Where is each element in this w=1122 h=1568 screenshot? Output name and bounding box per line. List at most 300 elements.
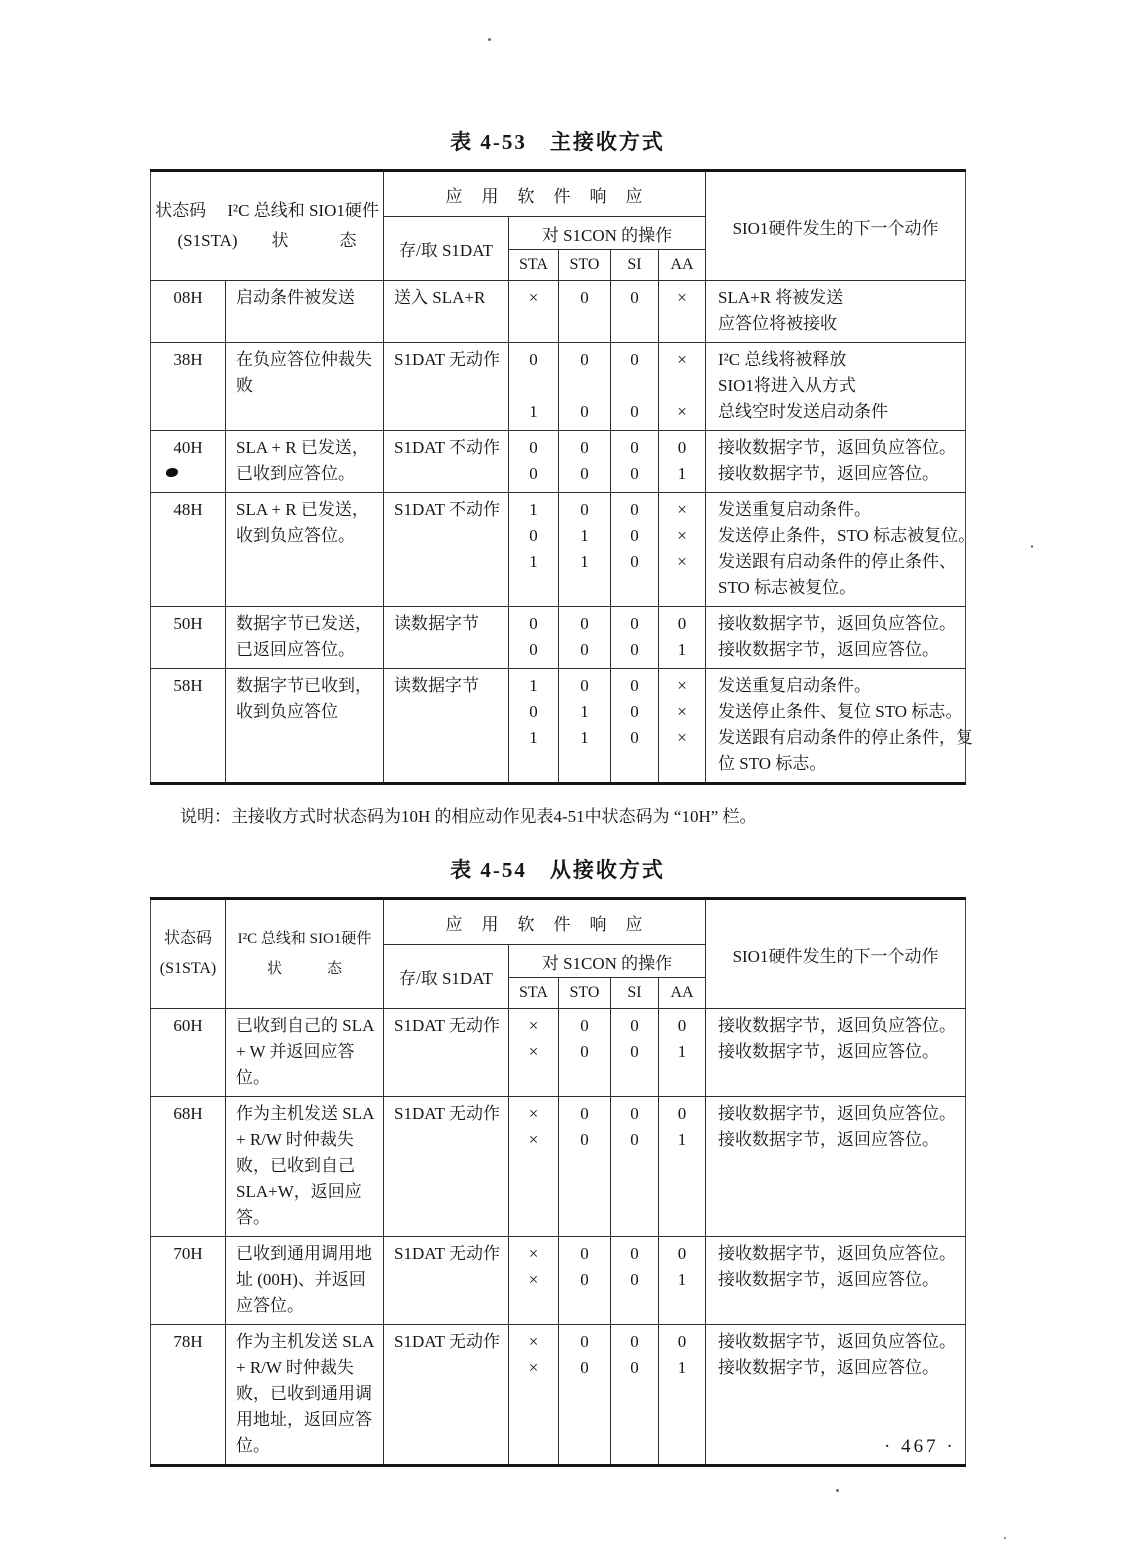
cell-line: [718, 1065, 965, 1091]
header-line: 状态码 I²C 总线和 SIO1硬件: [155, 201, 379, 220]
cell-line: S1DAT 无动作: [394, 1332, 500, 1351]
aa-cell: [659, 1097, 706, 1237]
cell-line: 0: [630, 1332, 639, 1351]
cell-line: 0: [630, 350, 639, 369]
cell-line: [394, 1381, 508, 1407]
cell-line: 0: [630, 1358, 639, 1377]
si-cell: [611, 493, 659, 607]
s1con-ops-header: 对 S1CON 的操作: [509, 945, 706, 978]
table-4-53-body: [151, 281, 976, 784]
cell-line: 接收数据字节，返回应答位。: [718, 1270, 940, 1289]
cell-line: + R/W 时仲裁失: [236, 1130, 354, 1149]
cell-line: 0: [529, 640, 538, 659]
aa-cell: [659, 281, 706, 343]
cell-line: 1: [677, 1270, 687, 1289]
cell-line: 48H: [173, 500, 203, 519]
cell-line: 读数据字节: [394, 676, 479, 695]
cell-line: [509, 1205, 558, 1231]
status-code-cell: [151, 1325, 226, 1466]
cell-line: 送入 SLA+R: [394, 288, 486, 307]
aa-cell: [659, 1325, 706, 1466]
cell-line: [151, 1381, 225, 1407]
sto-cell: [559, 493, 611, 607]
cell-line: ×: [677, 676, 687, 695]
sta-cell: [509, 1325, 559, 1466]
scan-speck: [1031, 545, 1033, 548]
cell-line: 已收到应答位。: [236, 464, 355, 483]
cell-line: [509, 1433, 558, 1459]
sto-cell: [559, 281, 611, 343]
cell-line: 已收到通用调用地: [236, 1244, 372, 1263]
cell-line: [659, 751, 705, 777]
cell-line: [151, 1205, 225, 1231]
cell-line: [611, 1433, 658, 1459]
cell-line: S1DAT 无动作: [394, 1016, 500, 1035]
cell-line: ×: [677, 500, 687, 519]
next-action-header: SIO1硬件发生的下一个动作: [706, 171, 966, 281]
cell-line: 0: [580, 640, 589, 659]
sta-cell: [509, 669, 559, 784]
cell-line: 0: [630, 1104, 639, 1123]
cell-line: 0: [630, 702, 639, 721]
cell-line: 1: [529, 676, 538, 695]
sto-cell: [559, 1237, 611, 1325]
cell-line: S1DAT 无动作: [394, 1244, 500, 1263]
cell-line: ×: [528, 1130, 539, 1149]
cell-line: 0: [677, 1104, 687, 1123]
sto-cell: [559, 607, 611, 669]
cell-line: 发送重复启动条件。: [718, 676, 872, 695]
cell-line: 0: [630, 1042, 639, 1061]
aa-cell: [659, 343, 706, 431]
cell-line: [394, 1355, 508, 1381]
cell-line: 0: [630, 1130, 639, 1149]
cell-line: ×: [528, 1244, 539, 1263]
cell-line: 0: [529, 350, 538, 369]
cell-line: SLA+W，返回应: [236, 1182, 362, 1201]
cell-line: [718, 1179, 965, 1205]
s1dat-cell: [384, 1097, 509, 1237]
cell-line: [151, 575, 225, 601]
cell-line: [559, 1433, 610, 1459]
sto-cell: [559, 431, 611, 493]
bus-state-header: [226, 899, 384, 1009]
cell-line: 接收数据字节，返回负应答位。: [718, 1332, 957, 1351]
aa-cell: [659, 1237, 706, 1325]
cell-line: 发送跟有启动条件的停止条件，复: [718, 728, 974, 747]
sta-cell: [509, 281, 559, 343]
table-row: [151, 343, 966, 431]
cell-line: [509, 1153, 558, 1179]
cell-line: 1: [529, 552, 538, 571]
cell-line: ×: [677, 702, 687, 721]
cell-line: 址 (00H)、并返回: [236, 1270, 366, 1289]
cell-line: 0: [630, 676, 639, 695]
cell-line: 0: [630, 640, 639, 659]
cell-line: [509, 1179, 558, 1205]
cell-line: [236, 399, 383, 425]
cell-line: 收到负应答位: [236, 702, 338, 721]
state-cell: [226, 1097, 384, 1237]
cell-line: SIO1将进入从方式: [718, 376, 856, 395]
cell-line: [659, 1179, 705, 1205]
cell-line: [718, 1407, 965, 1433]
cell-line: [509, 1407, 558, 1433]
s1dat-cell: [384, 669, 509, 784]
cell-line: 0: [580, 1042, 589, 1061]
cell-line: [659, 373, 705, 399]
software-response-header: 应 用 软 件 响 应: [384, 171, 706, 217]
cell-line: [394, 1179, 508, 1205]
si-cell: [611, 1097, 659, 1237]
cell-line: [151, 751, 225, 777]
cell-line: 0: [580, 500, 589, 519]
state-cell: [226, 669, 384, 784]
cell-line: 0: [630, 1270, 639, 1289]
cell-line: [718, 1153, 965, 1179]
s1dat-cell: [384, 493, 509, 607]
sta-cell: [509, 607, 559, 669]
cell-line: 0: [630, 464, 639, 483]
s1dat-access-header: 存/取 S1DAT: [384, 217, 509, 281]
cell-line: 接收数据字节，返回应答位。: [718, 1358, 940, 1377]
cell-line: ×: [677, 288, 687, 307]
cell-line: [559, 1407, 610, 1433]
cell-line: SLA+R 将被发送: [718, 288, 844, 307]
s1con-ops-header: 对 S1CON 的操作: [509, 217, 706, 250]
cell-line: 60H: [173, 1016, 203, 1035]
sta-cell: [509, 1097, 559, 1237]
status-code-cell: [151, 1097, 226, 1237]
cell-line: [659, 1407, 705, 1433]
state-cell: [226, 493, 384, 607]
table-4-53-title: 表 4-53 主接收方式: [450, 130, 665, 154]
cell-line: ×: [677, 402, 687, 421]
cell-line: [659, 1205, 705, 1231]
cell-line: 发送停止条件、复位 STO 标志。: [718, 702, 963, 721]
aa-cell: [659, 607, 706, 669]
table-note: 说明：主接收方式时状态码为10H 的相应动作见表4-51中状态码为 “10H” 栏。: [180, 807, 757, 826]
next-action-cell: [706, 343, 966, 431]
cell-line: [509, 1065, 558, 1091]
cell-line: 1: [580, 702, 589, 721]
cell-line: [659, 1433, 705, 1459]
table-row: [151, 669, 966, 784]
cell-line: [394, 373, 508, 399]
cell-line: [236, 725, 383, 751]
cell-line: [151, 1355, 225, 1381]
si-column-header: SI: [611, 250, 659, 281]
sta-column-header: STA: [509, 978, 559, 1009]
cell-line: [151, 1153, 225, 1179]
cell-line: 已收到自己的 SLA: [236, 1016, 375, 1035]
header-line: 状 态: [266, 961, 342, 977]
cell-line: [151, 725, 225, 751]
cell-line: [659, 311, 705, 337]
table-row: [151, 1237, 966, 1325]
header-line: (S1STA) 状 态: [177, 231, 357, 250]
table-4-53: [150, 169, 976, 785]
cell-line: [151, 637, 225, 663]
cell-line: ×: [528, 1358, 539, 1377]
cell-line: [611, 311, 658, 337]
cell-line: [151, 311, 225, 337]
aa-column-header: AA: [659, 250, 706, 281]
cell-line: 0: [529, 464, 538, 483]
cell-line: [151, 1267, 225, 1293]
cell-line: 1: [529, 402, 538, 421]
sto-cell: [559, 1097, 611, 1237]
cell-line: 1: [580, 552, 589, 571]
cell-line: [559, 575, 610, 601]
cell-line: 1: [677, 640, 687, 659]
table-4-54-body: [151, 1009, 966, 1466]
table-row: [151, 1325, 966, 1466]
cell-line: [611, 1205, 658, 1231]
cell-line: S1DAT 无动作: [394, 350, 500, 369]
status-code-header: [151, 899, 226, 1009]
cell-line: [559, 1381, 610, 1407]
cell-line: 0: [677, 1332, 687, 1351]
cell-line: 50H: [173, 614, 203, 633]
status-code-cell: [151, 1009, 226, 1097]
cell-line: [394, 637, 508, 663]
cell-line: [509, 1293, 558, 1319]
cell-line: [151, 1039, 225, 1065]
cell-line: 读数据字节: [394, 614, 479, 633]
cell-line: ×: [677, 350, 687, 369]
cell-line: 0: [529, 614, 538, 633]
software-response-header: 应 用 软 件 响 应: [384, 899, 706, 945]
aa-cell: [659, 493, 706, 607]
cell-line: [509, 1381, 558, 1407]
cell-line: [559, 751, 610, 777]
cell-line: 位。: [236, 1068, 270, 1087]
scan-speck: [1004, 1537, 1006, 1539]
cell-line: [559, 1065, 610, 1091]
cell-line: 接收数据字节，返回应答位。: [718, 1042, 940, 1061]
cell-line: 败，已收到自己: [236, 1156, 355, 1175]
sta-cell: [509, 431, 559, 493]
cell-line: [394, 575, 508, 601]
sto-cell: [559, 1325, 611, 1466]
sto-cell: [559, 343, 611, 431]
si-column-header: SI: [611, 978, 659, 1009]
cell-line: 0: [580, 614, 589, 633]
aa-cell: [659, 669, 706, 784]
table-row: [151, 1009, 966, 1097]
cell-line: [611, 373, 658, 399]
cell-line: 38H: [173, 350, 203, 369]
cell-line: 应答位将被接收: [718, 314, 838, 333]
cell-line: + R/W 时仲裁失: [236, 1358, 354, 1377]
table-4-53-header: [151, 171, 966, 281]
cell-line: [236, 751, 383, 777]
cell-line: [394, 1127, 508, 1153]
cell-line: [659, 1381, 705, 1407]
cell-line: ×: [528, 1104, 539, 1123]
sta-column-header: STA: [509, 250, 559, 281]
cell-line: 0: [630, 728, 639, 747]
cell-line: + W 并返回应答: [236, 1042, 355, 1061]
status-and-state-header: [151, 171, 384, 281]
cell-line: 0: [677, 438, 687, 457]
cell-line: 接收数据字节，返回负应答位。: [718, 1016, 957, 1035]
cell-line: 收到负应答位。: [236, 526, 355, 545]
cell-line: 0: [630, 1244, 639, 1263]
cell-line: [559, 311, 610, 337]
state-cell: [226, 1237, 384, 1325]
cell-line: 用地址，返回应答: [236, 1410, 372, 1429]
status-code-cell: [151, 343, 226, 431]
scan-speck: [488, 38, 491, 41]
cell-line: 1: [580, 728, 589, 747]
cell-line: ×: [677, 526, 687, 545]
cell-line: 0: [677, 1016, 687, 1035]
sta-cell: [509, 343, 559, 431]
next-action-cell: [706, 1009, 966, 1097]
s1dat-cell: [384, 281, 509, 343]
page-number: · 467 ·: [884, 1436, 956, 1457]
cell-line: [151, 373, 225, 399]
cell-line: [151, 1293, 225, 1319]
cell-line: [151, 1407, 225, 1433]
cell-line: [394, 1433, 508, 1459]
cell-line: 0: [630, 288, 639, 307]
cell-line: [718, 1293, 965, 1319]
cell-line: 58H: [173, 676, 203, 695]
si-cell: [611, 281, 659, 343]
si-cell: [611, 1237, 659, 1325]
cell-line: S1DAT 不动作: [394, 438, 500, 457]
cell-line: 接收数据字节，返回负应答位。: [718, 1244, 957, 1263]
cell-line: 位。: [236, 1436, 270, 1455]
cell-line: 0: [580, 464, 589, 483]
cell-line: [611, 575, 658, 601]
cell-line: 0: [630, 552, 639, 571]
cell-line: [611, 1407, 658, 1433]
status-code-cell: [151, 493, 226, 607]
sto-column-header: STO: [559, 250, 611, 281]
cell-line: 发送停止条件，STO 标志被复位。: [718, 526, 976, 545]
cell-line: 接收数据字节，返回应答位。: [718, 1130, 940, 1149]
status-code-cell: [151, 431, 226, 493]
cell-line: 接收数据字节，返回应答位。: [718, 640, 940, 659]
cell-line: ×: [677, 552, 687, 571]
cell-line: 0: [580, 438, 589, 457]
table-row: [151, 607, 966, 669]
next-action-cell: [706, 1097, 966, 1237]
cell-line: S1DAT 不动作: [394, 500, 500, 519]
cell-line: [394, 725, 508, 751]
cell-line: 0: [580, 676, 589, 695]
cell-line: 败，已收到通用调: [236, 1384, 372, 1403]
table-row: [151, 1097, 966, 1237]
cell-line: [394, 311, 508, 337]
state-cell: [226, 607, 384, 669]
cell-line: 68H: [173, 1104, 203, 1123]
si-cell: [611, 607, 659, 669]
si-cell: [611, 343, 659, 431]
cell-line: [659, 1065, 705, 1091]
si-cell: [611, 431, 659, 493]
cell-line: 0: [529, 702, 538, 721]
table-row: [151, 281, 966, 343]
aa-cell: [659, 431, 706, 493]
cell-line: 40H: [173, 438, 203, 457]
cell-line: 70H: [173, 1244, 203, 1263]
s1dat-access-header: 存/取 S1DAT: [384, 945, 509, 1009]
cell-line: 1: [677, 1130, 687, 1149]
next-action-cell: [706, 493, 976, 607]
status-code-cell: [151, 1237, 226, 1325]
status-code-cell: [151, 281, 226, 343]
cell-line: [394, 1039, 508, 1065]
cell-line: 0: [630, 438, 639, 457]
header-line: (S1STA): [159, 960, 217, 977]
cell-line: 0: [580, 1130, 589, 1149]
sto-cell: [559, 1009, 611, 1097]
cell-line: 答。: [236, 1208, 270, 1227]
cell-line: 0: [529, 526, 538, 545]
cell-line: 0: [580, 350, 589, 369]
cell-line: [151, 1433, 225, 1459]
cell-line: SLA + R 已发送，: [236, 438, 369, 457]
cell-line: [611, 1293, 658, 1319]
cell-line: 接收数据字节，返回负应答位。: [718, 438, 957, 457]
sta-cell: [509, 1237, 559, 1325]
cell-line: 位 STO 标志。: [718, 754, 827, 773]
sto-cell: [559, 669, 611, 784]
cell-line: 1: [580, 526, 589, 545]
cell-line: 0: [580, 288, 589, 307]
cell-line: 接收数据字节，返回应答位。: [718, 464, 940, 483]
cell-line: ×: [528, 1042, 539, 1061]
s1dat-cell: [384, 1009, 509, 1097]
si-cell: [611, 1009, 659, 1097]
cell-line: [394, 1267, 508, 1293]
cell-line: [236, 549, 383, 575]
cell-line: 0: [677, 614, 687, 633]
state-cell: [226, 1009, 384, 1097]
sto-column-header: STO: [559, 978, 611, 1009]
cell-line: [394, 549, 508, 575]
next-action-cell: [706, 431, 966, 493]
cell-line: 数据字节已发送，: [236, 614, 372, 633]
cell-line: [559, 1205, 610, 1231]
cell-line: 0: [580, 1270, 589, 1289]
cell-line: [151, 399, 225, 425]
cell-line: 0: [580, 1244, 589, 1263]
cell-line: [659, 1293, 705, 1319]
next-action-cell: [706, 669, 974, 784]
cell-line: 0: [630, 402, 639, 421]
status-code-cell: [151, 669, 226, 784]
cell-line: [151, 1179, 225, 1205]
state-cell: [226, 281, 384, 343]
cell-line: [611, 1381, 658, 1407]
cell-line: [394, 461, 508, 487]
cell-line: 1: [529, 728, 538, 747]
cell-line: 0: [580, 1332, 589, 1351]
cell-line: ×: [677, 728, 687, 747]
state-cell: [226, 343, 384, 431]
cell-line: [509, 751, 558, 777]
cell-line: SLA + R 已发送，: [236, 500, 369, 519]
next-action-cell: [706, 607, 966, 669]
cell-line: 0: [630, 526, 639, 545]
cell-line: 0: [580, 402, 589, 421]
